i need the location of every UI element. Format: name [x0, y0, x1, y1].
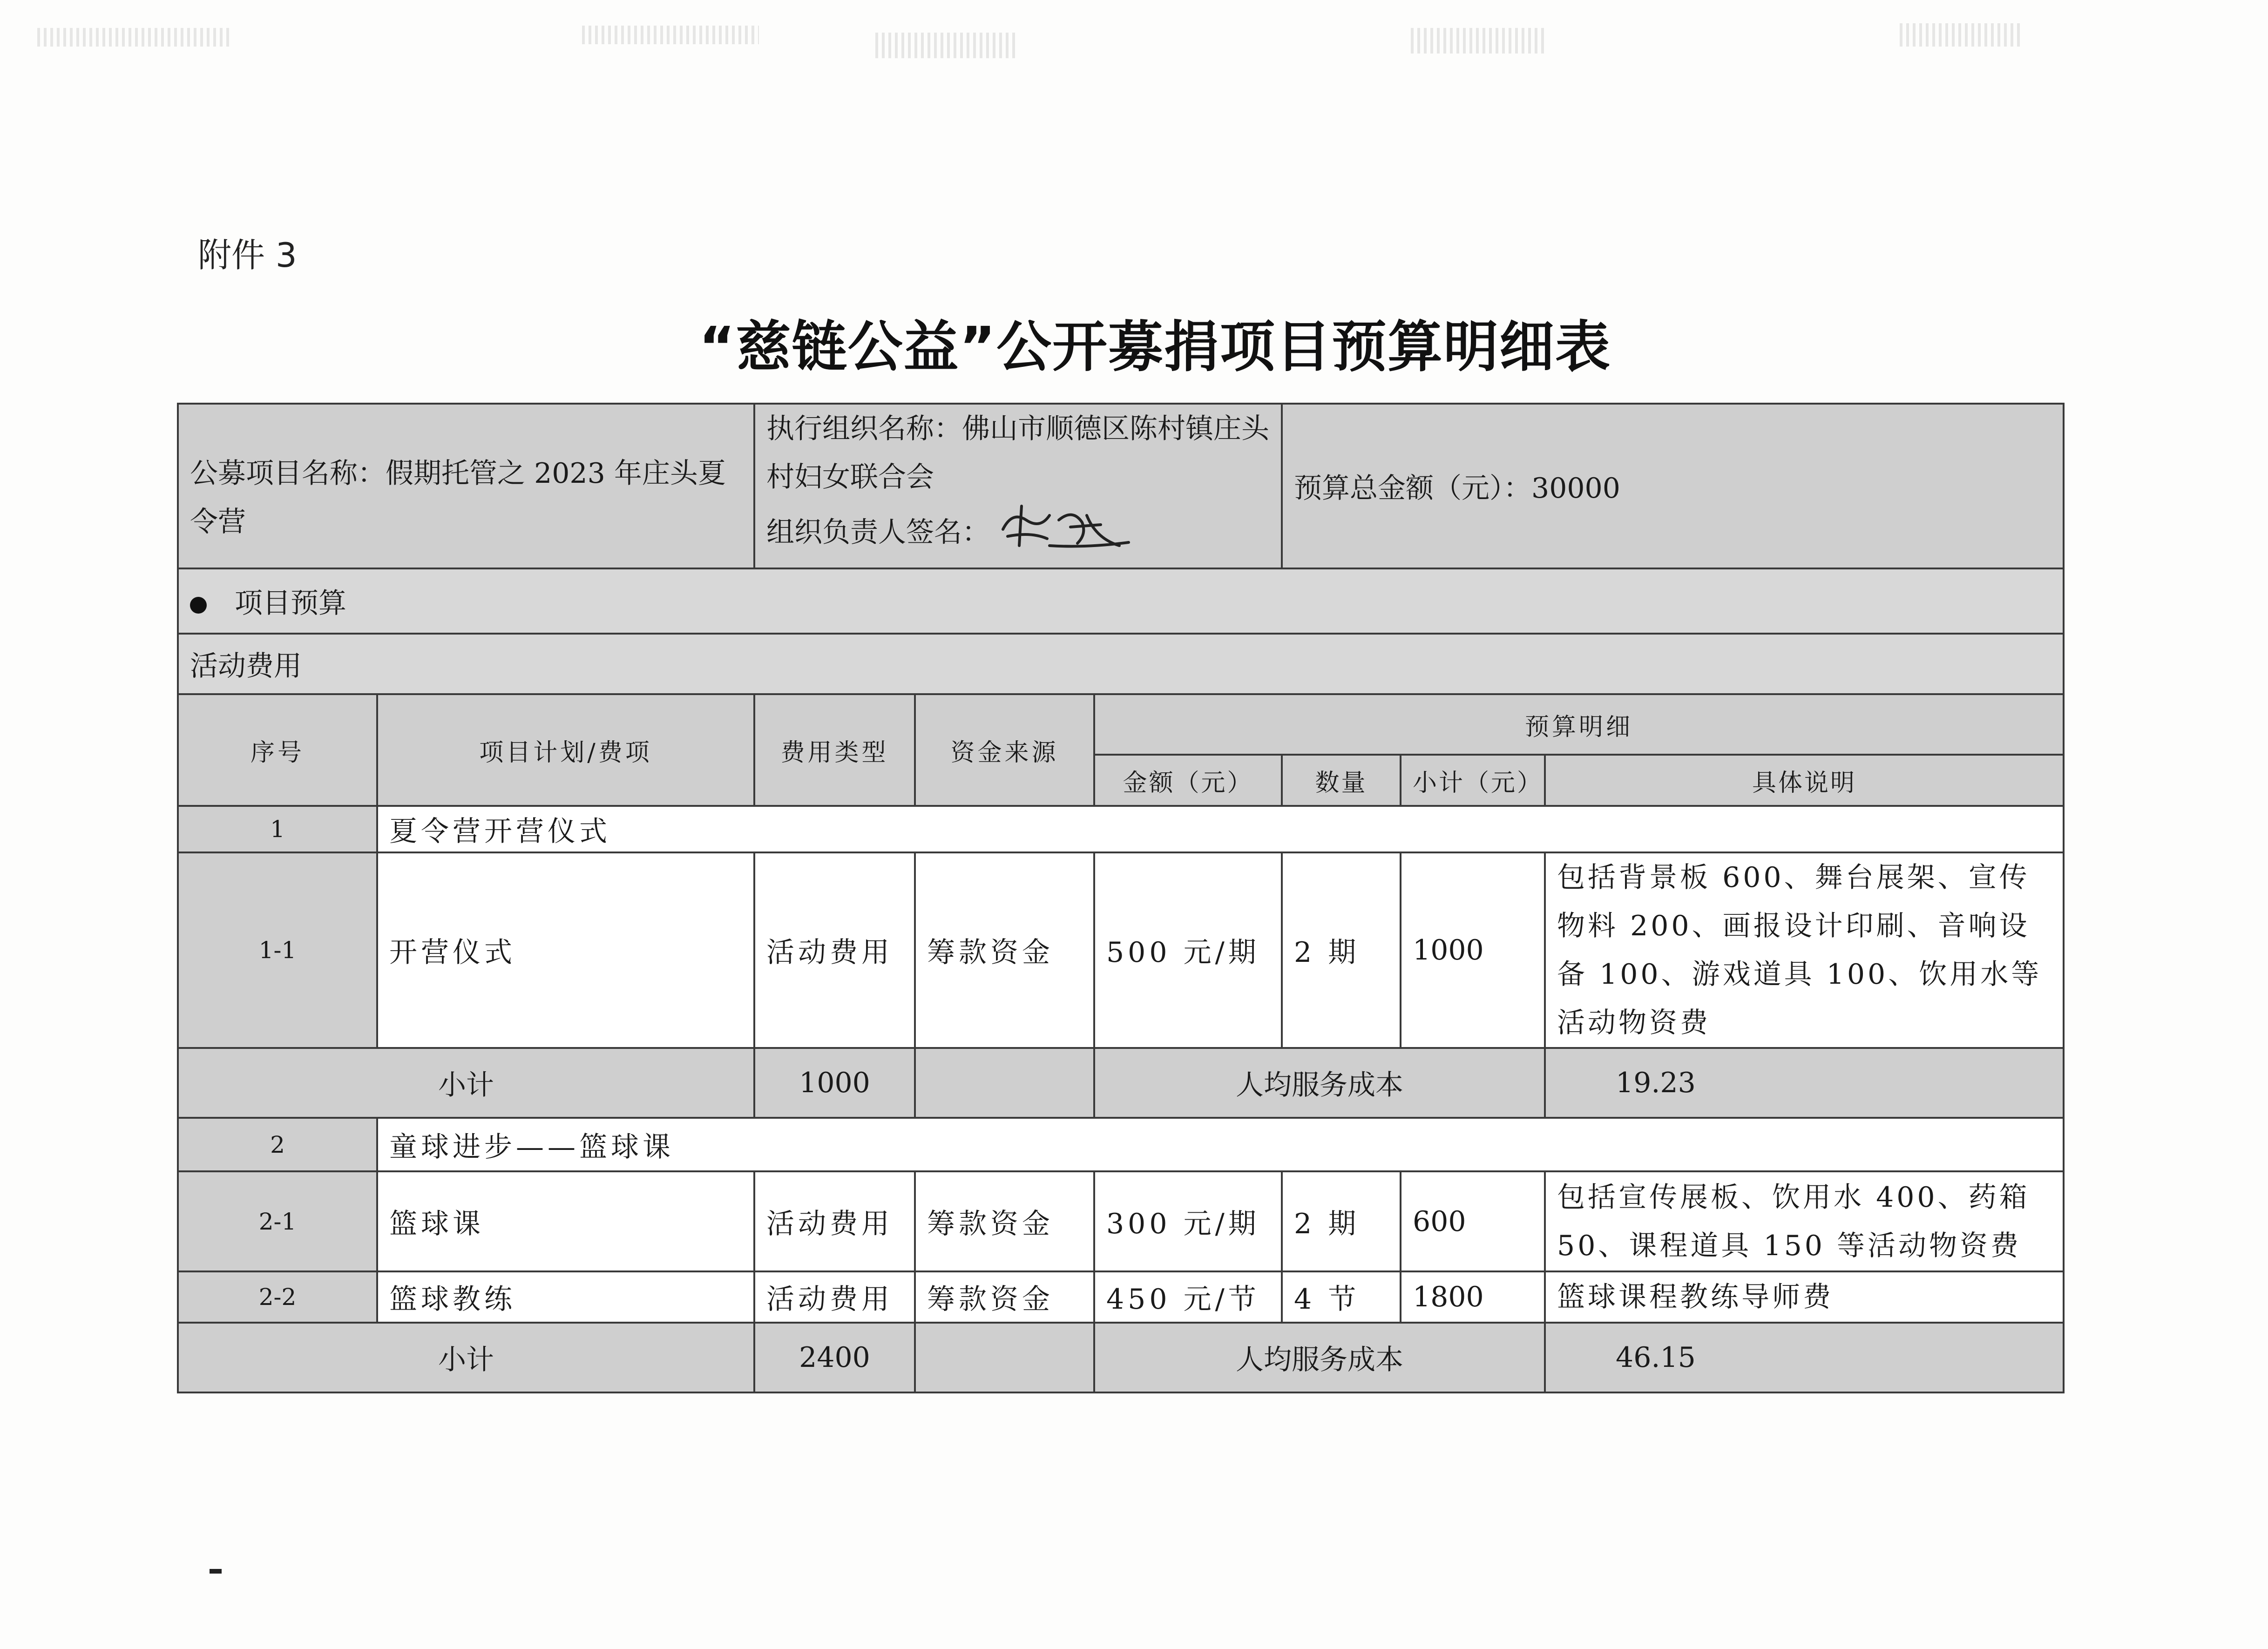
subtotal-empty: [915, 1323, 1094, 1392]
scan-speck: [210, 1569, 222, 1574]
group-title-row: [178, 1118, 2064, 1171]
document-title-text: “慈链公益”公开募捐项目预算明细表: [698, 315, 1611, 379]
row-cost-type: 活动费用: [754, 1271, 915, 1323]
per-capita-label: 人均服务成本: [1094, 1323, 1545, 1392]
budget-table: [177, 403, 2065, 1393]
activity-cost-row: [178, 634, 2064, 694]
group-seq: 2: [178, 1118, 377, 1171]
org-name: 执行组织名称：佛山市顺德区陈村镇庄头村妇女联合会: [766, 412, 1269, 493]
header-subtotal: 小计（元）: [1401, 755, 1545, 806]
row-subtotal: 1800: [1401, 1271, 1545, 1323]
row-item: 篮球教练: [377, 1271, 754, 1323]
table-row: [178, 852, 2064, 1048]
total-budget: 预算总金额（元）：30000: [1294, 472, 1620, 505]
subtotal-label: 小计: [178, 1048, 754, 1118]
group-title: 童球进步——篮球课: [377, 1118, 2064, 1171]
signature-graphic: [994, 501, 1133, 568]
row-quantity: 4 节: [1282, 1271, 1401, 1323]
total-budget-cell: [1282, 404, 2064, 568]
row-cost-type: 活动费用: [754, 852, 915, 1048]
row-quantity: 2 期: [1282, 852, 1401, 1048]
row-item: 篮球课: [377, 1171, 754, 1271]
project-budget-row: [178, 568, 2064, 634]
project-budget-heading: [178, 568, 2064, 634]
project-name-cell: [178, 404, 754, 568]
row-amount: 450 元/节: [1094, 1271, 1282, 1323]
subtotal-row: [178, 1323, 2064, 1392]
row-seq: 1-1: [178, 852, 377, 1048]
row-description: 包括宣传展板、饮用水 400、药箱 50、课程道具 150 等活动物资费: [1545, 1171, 2064, 1271]
scan-artifact: [875, 33, 1015, 58]
project-name: 公募项目名称：假期托管之 2023 年庄头夏令营: [190, 457, 726, 538]
header-item: 项目计划/费项: [377, 694, 754, 806]
subtotal-label: 小计: [178, 1323, 754, 1392]
row-description: 篮球课程教练导师费: [1545, 1271, 2064, 1323]
row-seq: 2-2: [178, 1271, 377, 1323]
scan-artifact: [582, 26, 759, 44]
row-fund-source: 筹款资金: [915, 852, 1094, 1048]
scan-artifact: [1411, 28, 1546, 54]
subtotal-row: [178, 1048, 2064, 1118]
header-seq: 序号: [178, 694, 377, 806]
row-subtotal: 600: [1401, 1171, 1545, 1271]
per-capita-value: 19.23: [1545, 1048, 2064, 1118]
bullet-icon: [190, 597, 207, 614]
org-name-cell: [754, 404, 1282, 568]
subtotal-value: 2400: [754, 1323, 915, 1392]
info-row: [178, 404, 2064, 568]
per-capita-value: 46.15: [1545, 1323, 2064, 1392]
subtotal-value: 1000: [754, 1048, 915, 1118]
scan-artifact: [37, 28, 233, 47]
row-cost-type: 活动费用: [754, 1171, 915, 1271]
row-quantity: 2 期: [1282, 1171, 1401, 1271]
group-seq: 1: [178, 806, 377, 852]
row-fund-source: 筹款资金: [915, 1171, 1094, 1271]
header-quantity: 数量: [1282, 755, 1401, 806]
table-row: [178, 1271, 2064, 1323]
subtotal-empty: [915, 1048, 1094, 1118]
activity-cost-label: 活动费用: [190, 650, 302, 683]
group-title-row: [178, 806, 2064, 852]
document-title: [0, 303, 2268, 382]
row-fund-source: 筹款资金: [915, 1271, 1094, 1323]
table-row: [178, 1171, 2064, 1271]
row-subtotal: 1000: [1401, 852, 1545, 1048]
row-item: 开营仪式: [377, 852, 754, 1048]
header-budget-detail: 预算明细: [1094, 694, 2064, 755]
scan-artifact: [1900, 23, 2021, 47]
per-capita-label: 人均服务成本: [1094, 1048, 1545, 1118]
row-description: 包括背景板 600、舞台展架、宣传物料 200、画报设计印刷、音响设备 100、游戏道具 100、饮用水等活动物资费: [1545, 852, 2064, 1048]
header-fund-source: 资金来源: [915, 694, 1094, 806]
row-amount: 500 元/期: [1094, 852, 1282, 1048]
row-seq: 2-1: [178, 1171, 377, 1271]
header-description: 具体说明: [1545, 755, 2064, 806]
row-amount: 300 元/期: [1094, 1171, 1282, 1271]
activity-cost-heading: [178, 634, 2064, 694]
attachment-label: 附件 3: [198, 236, 297, 275]
header-amount: 金额（元）: [1094, 755, 1282, 806]
project-budget-label: 项目预算: [235, 587, 346, 620]
header-cost-type: 费用类型: [754, 694, 915, 806]
column-header-row-1: [178, 694, 2064, 755]
leader-sign-label: 组织负责人签名：: [766, 516, 990, 549]
group-title: 夏令营开营仪式: [377, 806, 2064, 852]
